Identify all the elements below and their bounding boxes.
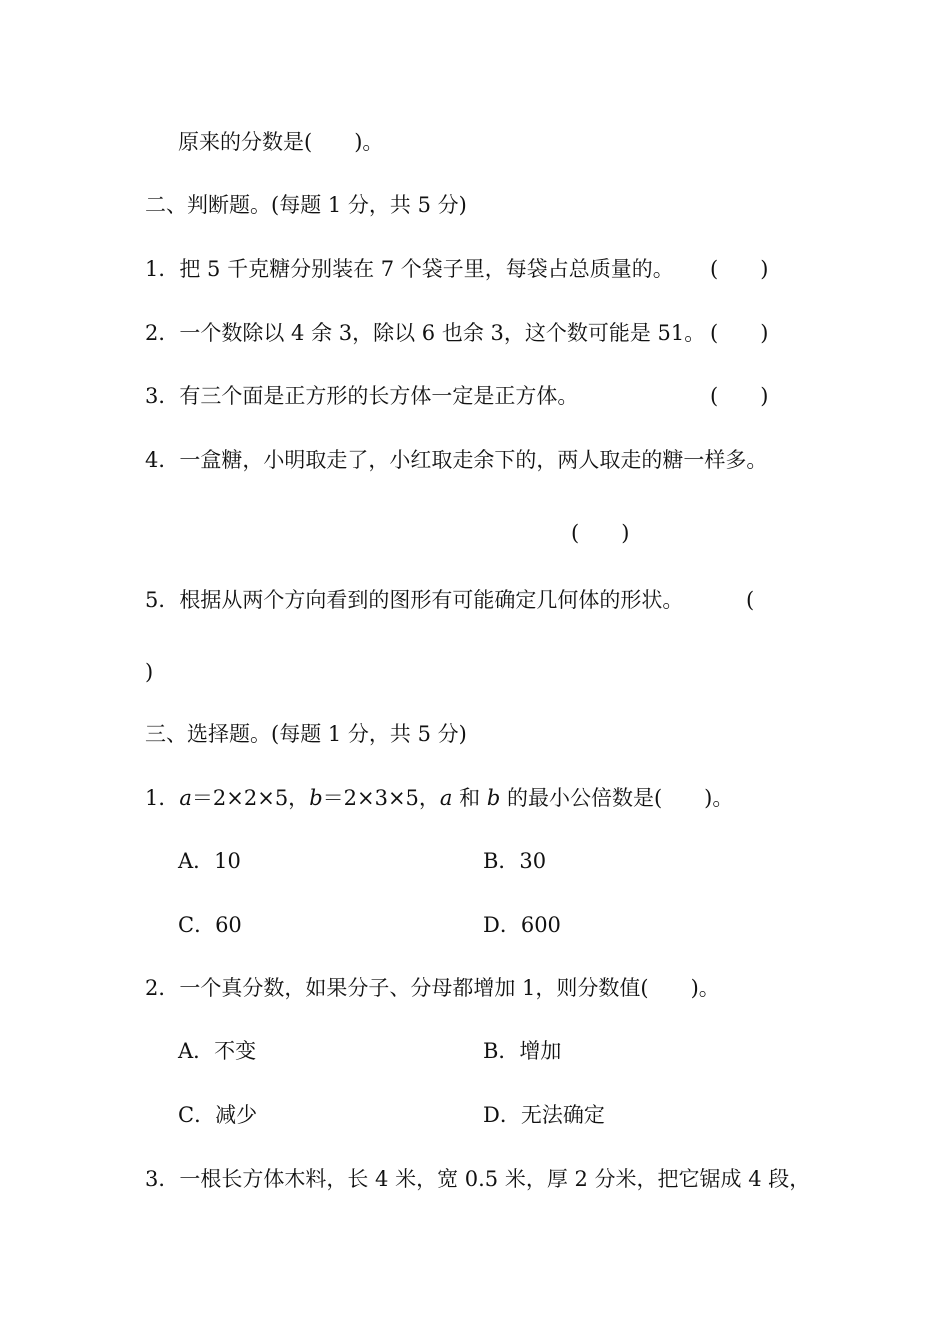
section-heading: 二、判断题。(每题 1 分，共 5 分): [145, 193, 467, 217]
question-text: 5．根据从两个方向看到的图形有可能确定几何体的形状。: [145, 588, 684, 612]
section-heading: 三、选择题。(每题 1 分，共 5 分): [145, 722, 467, 746]
conjunction: 和: [452, 786, 487, 810]
answer-bracket: ( ): [710, 257, 769, 281]
question-text: [145, 784, 733, 812]
expression: ＝2×2×5，: [191, 786, 310, 810]
question-tail: 的最小公倍数是( )。: [500, 786, 734, 810]
variable-b: b: [309, 786, 323, 810]
question-text: 3．有三个面是正方形的长方体一定是正方体。: [145, 384, 579, 408]
option-c: C．60: [178, 913, 242, 937]
option-d: D．600: [483, 913, 561, 937]
expression: ＝2×3×5，: [322, 786, 440, 810]
option-c: C．减少: [178, 1103, 258, 1127]
answer-bracket: ( ): [710, 384, 769, 408]
option-b: B．30: [483, 849, 547, 873]
question-text: 4．一盒糖，小明取走了，小红取走余下的，两人取走的糖一样多。: [145, 448, 768, 472]
question-text: 3．一根长方体木料，长 4 米，宽 0.5 米，厚 2 分米，把它锯成 4 段，: [145, 1167, 811, 1191]
variable-a: a: [439, 786, 453, 810]
question-number: 1．: [145, 786, 180, 810]
answer-bracket-close: ): [145, 660, 154, 684]
option-b: B．增加: [483, 1039, 562, 1063]
question-text: 1．把 5 千克糖分别装在 7 个袋子里，每袋占总质量的。: [145, 257, 674, 281]
question-text: 2．一个数除以 4 余 3，除以 6 也余 3，这个数可能是 51。: [145, 321, 706, 345]
option-a: A．不变: [178, 1039, 257, 1063]
answer-bracket-open: (: [746, 588, 755, 612]
text-line: 原来的分数是( )。: [178, 130, 384, 154]
option-d: D．无法确定: [483, 1103, 605, 1127]
variable-b: b: [486, 786, 501, 810]
option-a: A．10: [178, 849, 241, 873]
answer-bracket: ( ): [571, 521, 630, 545]
question-text: 2．一个真分数，如果分子、分母都增加 1，则分数值( )。: [145, 976, 720, 1000]
variable-a: a: [179, 786, 192, 810]
answer-bracket: ( ): [710, 321, 769, 345]
